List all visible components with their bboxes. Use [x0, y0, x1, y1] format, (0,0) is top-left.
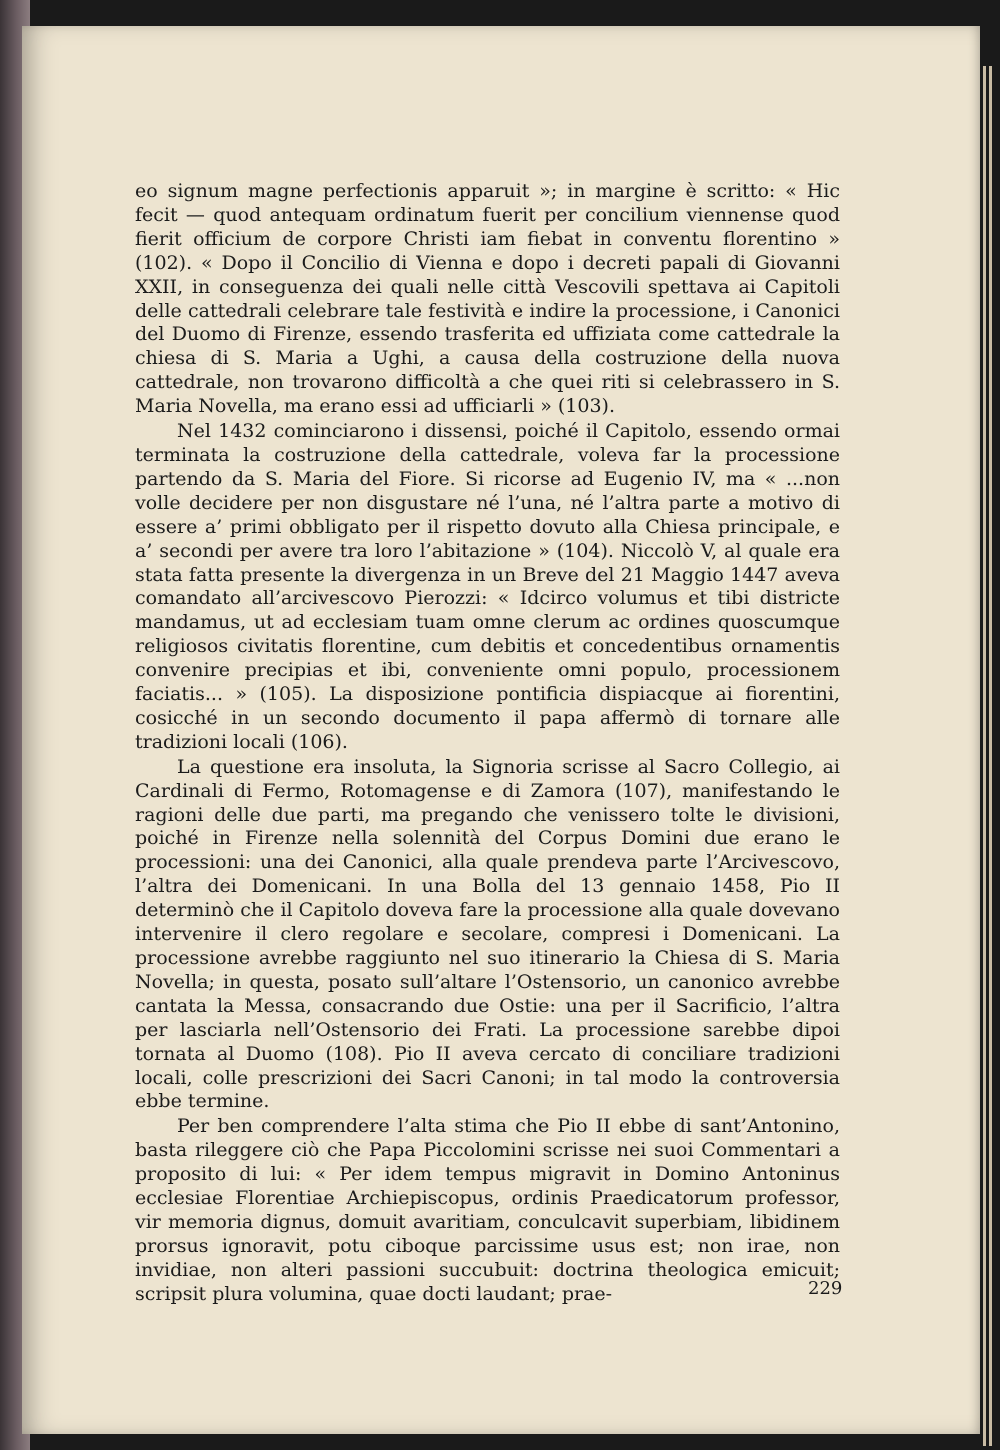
page-number: 229: [808, 1278, 843, 1299]
body-text: [135, 180, 843, 1307]
paragraph: Nel 1432 cominciarono i dissensi, poiché il Capitolo, essendo ormai terminata la costruzione della cattedrale, voleva far la processione partendo da S. Maria del Fiore. Si ricorse ad Eugenio IV, ma « ...non volle decidere per non disgustare né l’una, né l’altra parte a motivo di essere a’ primi obbligato per il rispetto dovuto alla Chiesa principale, e a’ secondi per avere tra loro l’abitazione » (104). Niccolò V, al quale era stata fatta presente la divergenza in un Breve del 21 Maggio 1447 aveva comandato all’arcivescovo Pierozzi: « Idcirco volumus et tibi districte mandamus, ut ad ecclesiam tuam omne clerum ac ordines quoscumque religiosos civitatis florentine, cum debitis et concedentibus ornamentis convenire precipias et ibi, conveniente omni populo, processionem faciatis... » (105). La disposizione pontificia dispiacque ai fiorentini, cosicché in un secondo documento il papa affermò di tornare alle tradizioni locali (106).: [135, 420, 840, 753]
page-edge: [983, 66, 986, 1446]
page-edge: [989, 66, 992, 1446]
paragraph: eo signum magne perfectionis apparuit »; in margine è scritto: « Hic fecit — quod antequam ordinatum fuerit per concilium viennense quod fierit officium de corpore Christi iam fiebat in conventu florentino » (102). « Dopo il Concilio di Vienna e dopo i decreti papali di Giovanni XXII, in conseguenza dei quali nelle città Vescovili spettava ai Capitoli delle cattedrali celebrare tale festività e indire la processione, i Canonici del Duomo di Firenze, essendo trasferita ed uffiziata come cattedrale la chiesa di S. Maria a Ughi, a causa della costruzione della nuova cattedrale, non trovarono difficoltà a che quei riti si celebrassero in S. Maria Novella, ma erano essi ad ufficiarli » (103).: [135, 180, 840, 418]
paragraph: Per ben comprendere l’alta stima che Pio II ebbe di sant’Antonino, basta rileggere ciò che Papa Piccolomini scrisse nei suoi Commentari a proposito di lui: « Per idem tempus migravit in Domino Antoninus ecclesiae Florentiae Archiepiscopus, ordinis Praedicatorum professor, vir memoria dignus, domuit avaritiam, conculcavit superbiam, libidinem prorsus ignoravit, potu ciboque parcissime usus est; non irae, non invidiae, non alteri passioni succubuit: doctrina theologica emicuit; scripsit plura volumina, quae docti laudant; prae-: [135, 1115, 840, 1305]
paragraph: La questione era insoluta, la Signoria scrisse al Sacro Collegio, ai Cardinali di Fermo, Rotomagense e di Zamora (107), manifestando le ragioni delle due parti, ma pregando che venissero tolte le divisioni, poiché in Firenze nella solennità del Corpus Domini due erano le processioni: una dei Canonici, alla quale prendeva parte l’Arcivescovo, l’altra dei Domenicani. In una Bolla del 13 gennaio 1458, Pio II determinò che il Capitolo doveva fare la processione alla quale dovevano intervenire il clero regolare e secolare, compresi i Domenicani. La processione avrebbe raggiunto nel suo itinerario la Chiesa di S. Maria Novella; in questa, posato sull’altare l’Ostensorio, un canonico avrebbe cantata la Messa, consacrando due Ostie: una per il Sacrificio, l’altra per lasciarla nell’Ostensorio dei Frati. La processione sarebbe dipoi tornata al Duomo (108). Pio II aveva cercato di conciliare tradizioni locali, colle prescrizioni dei Sacri Canoni; in tal modo la controversia ebbe termine.: [135, 755, 840, 1113]
